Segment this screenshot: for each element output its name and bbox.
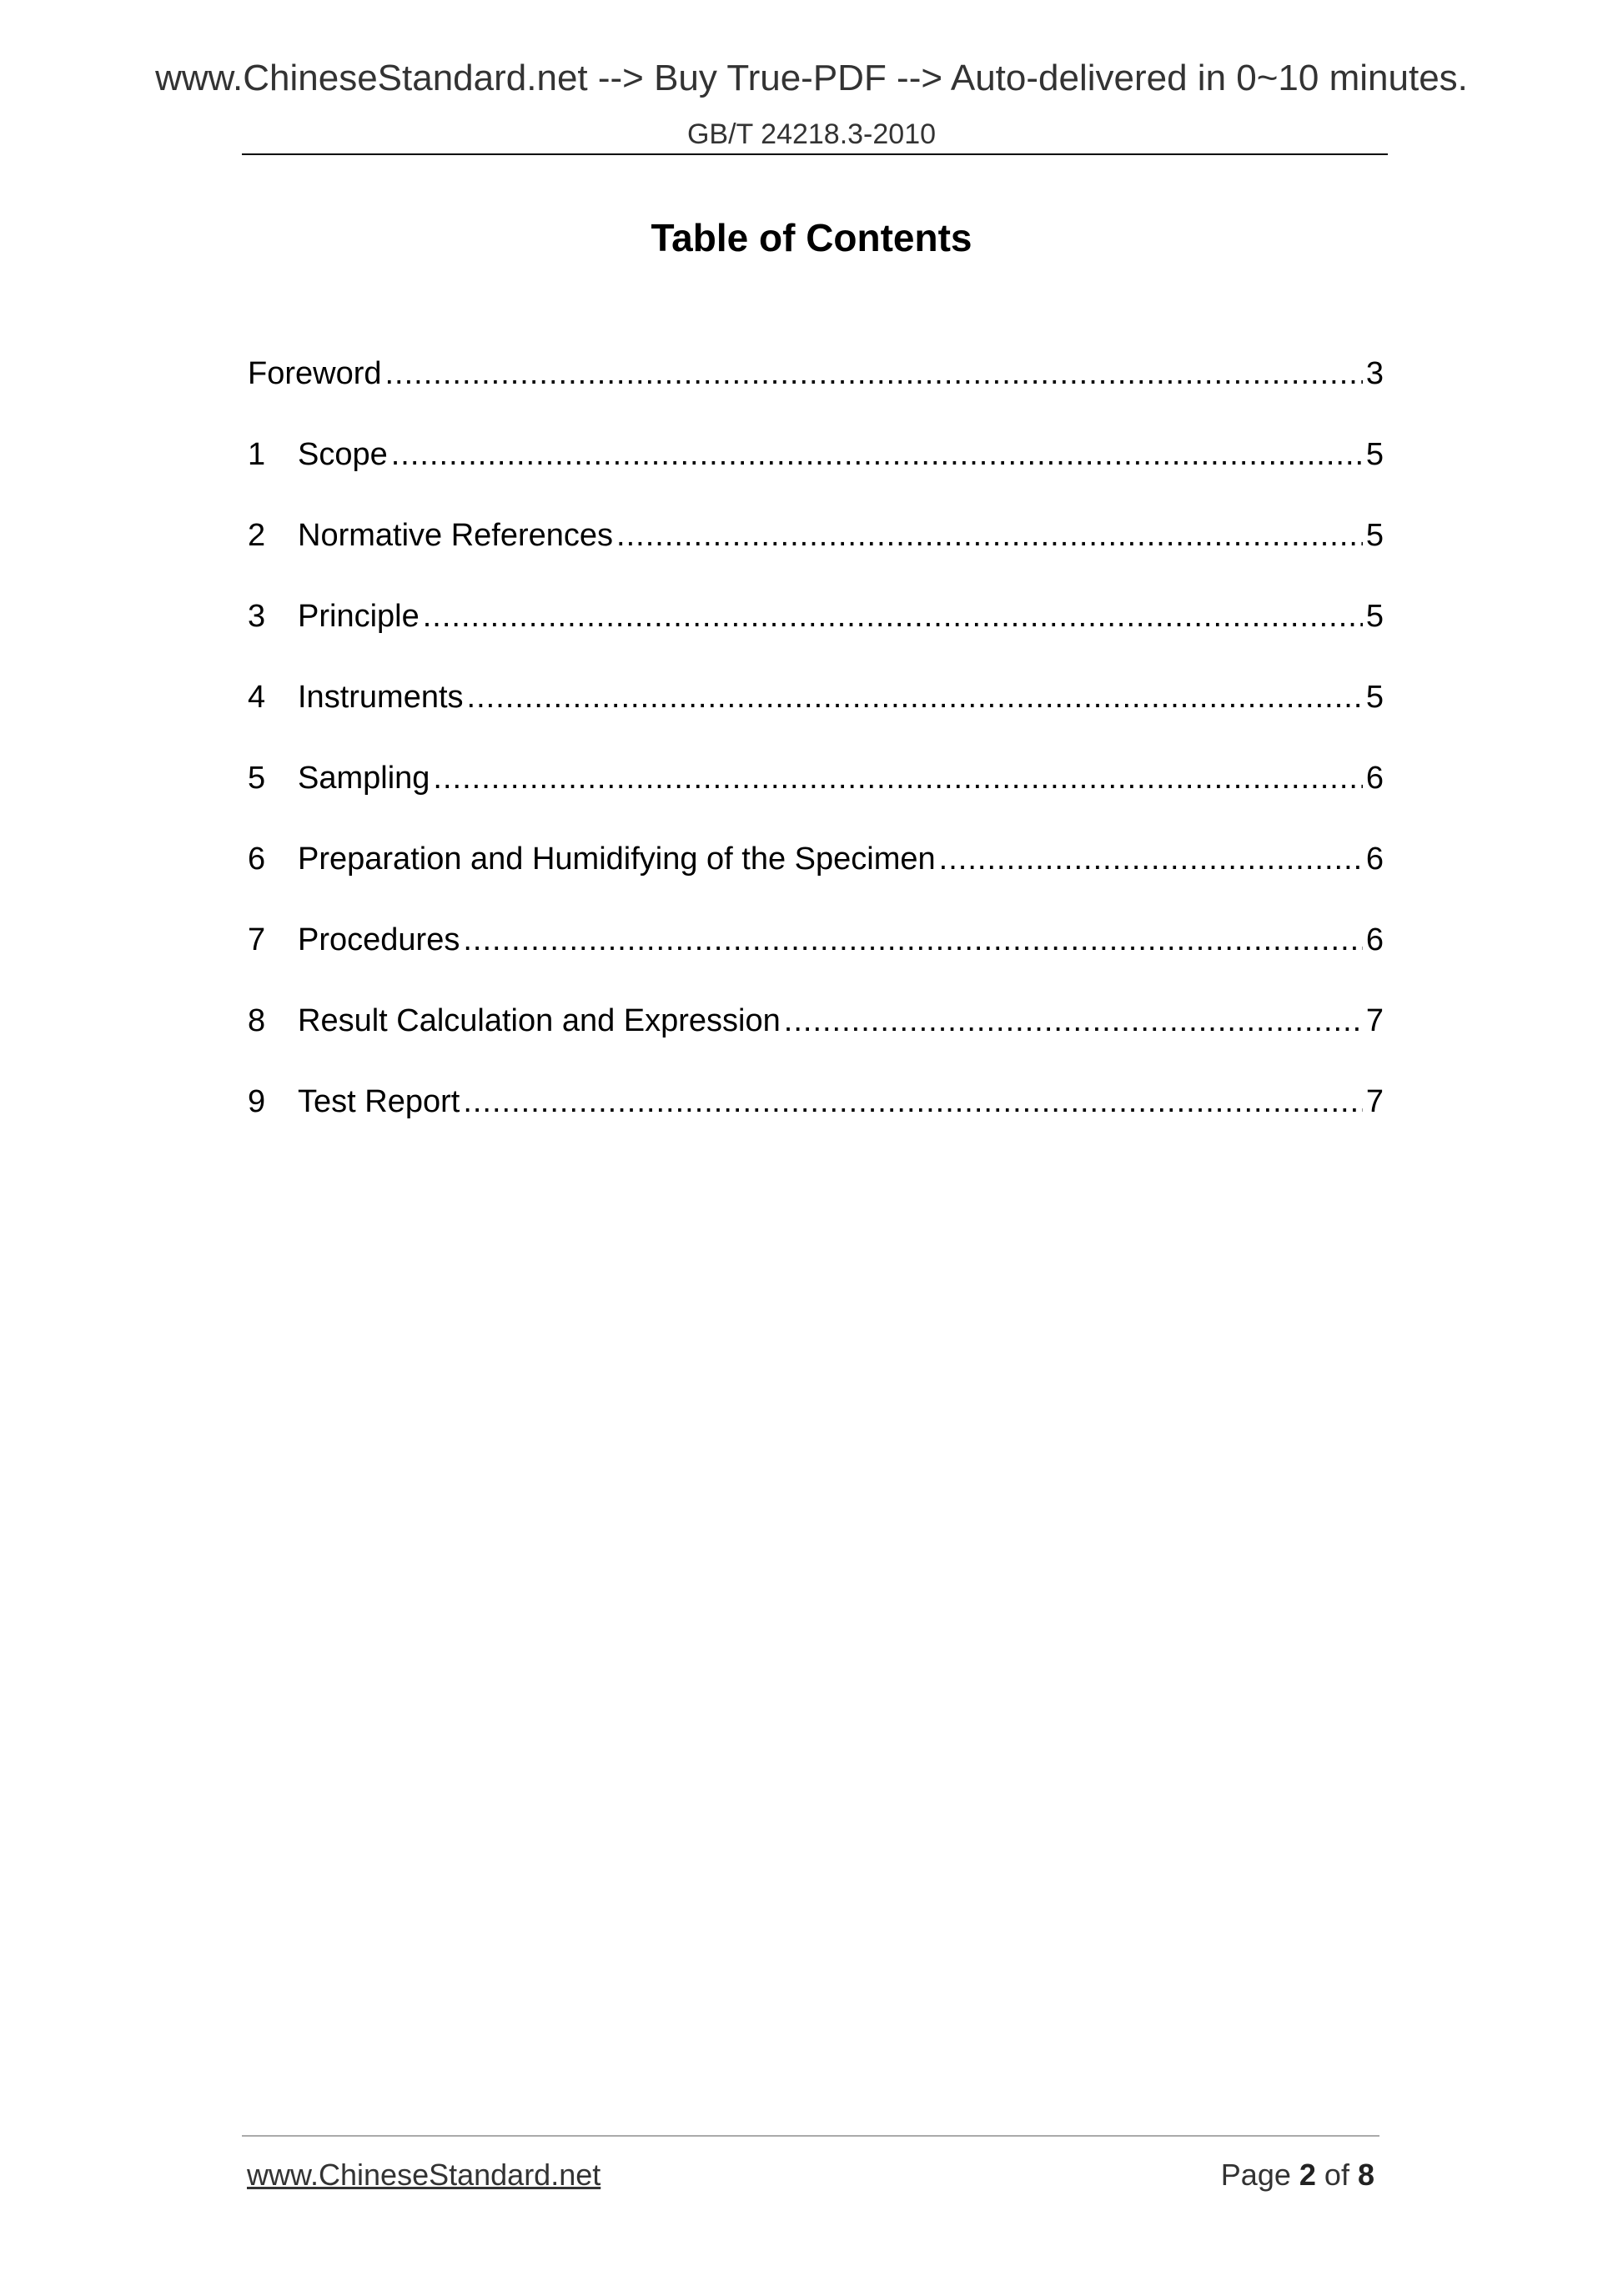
toc-entry-number: 7 [248,922,266,957]
header-divider [242,153,1388,155]
toc-entry-number: 4 [248,680,266,715]
toc-entry-foreword[interactable] [248,350,1384,431]
toc-entry-page: 6 [1365,842,1384,877]
toc-leader-dots [784,997,1363,1044]
toc-entry-page: 6 [1365,761,1384,796]
toc-leader-dots [616,512,1363,559]
page-total: 8 [1357,2158,1374,2192]
toc-entry-number: 3 [248,599,266,634]
page-title: Table of Contents [651,216,972,259]
toc-entry-page: 5 [1365,437,1384,472]
table-of-contents [248,350,1384,1159]
toc-entry-result-calculation[interactable] [248,997,1384,1078]
toc-entry-label: Procedures [298,922,460,957]
toc-entry-principle[interactable] [248,593,1384,674]
toc-leader-dots [463,917,1363,963]
toc-entry-number: 9 [248,1084,266,1119]
toc-entry-normative-references[interactable] [248,512,1384,593]
toc-entry-page: 3 [1365,356,1384,391]
page-indicator [1221,2160,1374,2190]
toc-entry-number: 8 [248,1003,266,1038]
toc-entry-number: 1 [248,437,266,472]
toc-entry-label: Instruments [298,680,464,715]
toc-entry-page: 7 [1365,1084,1384,1119]
footer-divider [242,2135,1379,2137]
toc-entry-label: Normative References [298,518,614,553]
standard-number: GB/T 24218.3-2010 [686,118,937,150]
toc-entry-label: Foreword [248,356,382,391]
toc-entry-number: 5 [248,761,266,796]
toc-leader-dots [939,836,1363,882]
toc-entry-label: Test Report [298,1084,460,1119]
toc-entry-page: 7 [1365,1003,1384,1038]
header-banner: www.ChineseStandard.net --> Buy True-PDF --> Auto-delivered in 0~10 minutes. [155,58,1468,98]
toc-leader-dots [467,674,1363,721]
page-current: 2 [1299,2158,1316,2192]
toc-leader-dots [391,431,1363,478]
toc-entry-scope[interactable] [248,431,1384,512]
toc-entry-procedures[interactable] [248,917,1384,997]
toc-entry-label: Principle [298,599,420,634]
toc-entry-page: 5 [1365,599,1384,634]
toc-entry-instruments[interactable] [248,674,1384,755]
toc-entry-label: Scope [298,437,388,472]
toc-entry-number: 6 [248,842,266,877]
toc-entry-label: Result Calculation and Expression [298,1003,781,1038]
footer-website-link[interactable]: www.ChineseStandard.net [247,2158,601,2192]
toc-entry-page: 5 [1365,518,1384,553]
toc-entry-label: Preparation and Humidifying of the Specimen [298,842,936,877]
page-of: of [1324,2158,1349,2192]
toc-entry-label: Sampling [298,761,430,796]
toc-entry-preparation[interactable] [248,836,1384,917]
toc-leader-dots [423,593,1363,640]
toc-entry-page: 5 [1365,680,1384,715]
toc-entry-page: 6 [1365,922,1384,957]
toc-leader-dots [463,1078,1363,1125]
toc-leader-dots [433,755,1362,801]
toc-leader-dots [385,350,1363,397]
page-prefix: Page [1220,2158,1291,2192]
toc-entry-number: 2 [248,518,266,553]
toc-entry-test-report[interactable] [248,1078,1384,1159]
toc-entry-sampling[interactable] [248,755,1384,836]
